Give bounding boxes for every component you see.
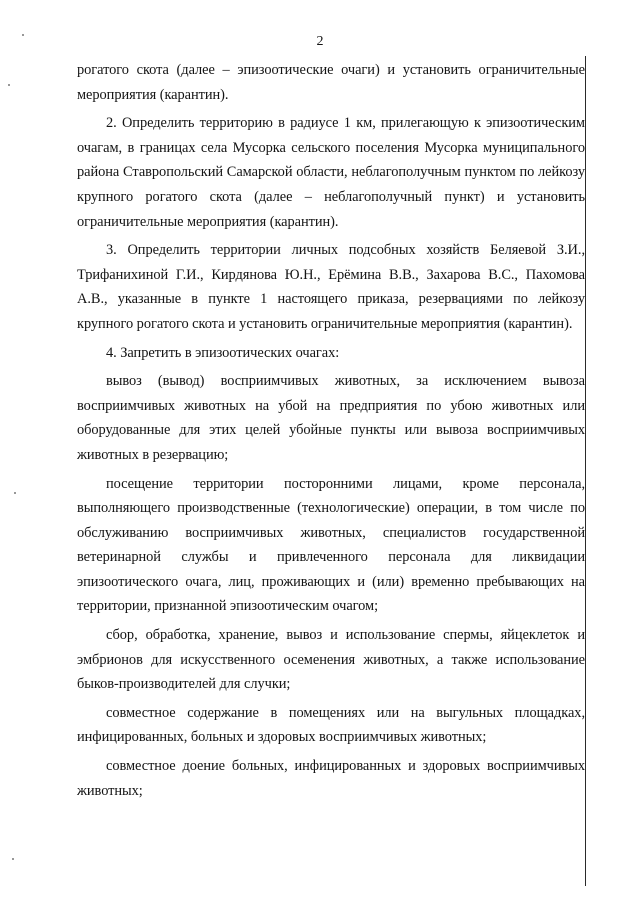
scan-speck: [14, 492, 16, 494]
list-item-joint-keeping-ban: совместное содержание в помещениях или на выгульных площадках, инфицированных, больных и здоровых восприимчивых животных;: [77, 704, 585, 746]
list-item-semen-ban: сбор, обработка, хранение, вывоз и использование спермы, яйцеклеток и эмбрионов для искусственного осеменения животных, а также использование быков-производителей для случки;: [77, 627, 585, 693]
list-item-export-ban: вывоз (вывод) восприимчивых животных, за исключением вывоза восприимчивых животных на убой на предприятия по убою животных или оборудованные для этих целей убойные пункты или вывоза восприимчивых животных в резервацию;: [77, 373, 585, 463]
page-number: 2: [316, 34, 324, 49]
paragraph-2: 2. Определить территорию в радиусе 1 км, прилегающую к эпизоотическим очагам, в границах села Мусорка сельского поселения Мусорка муниципального района Ставропольский Самарской области, неблагополучным пунктом по лейкозу крупного рогатого скота (далее – неблагополучный пункт) и установить ограничительные мероприятия (карантин).: [77, 115, 585, 230]
list-item-visit-ban: посещение территории посторонними лицами, кроме персонала, выполняющего производственные (технологические) операции, в том числе по обслуживанию восприимчивых животных, специалистов государственной ветеринарной службы и привлеченного персонала для ликвидации эпизоотического очага, лиц, проживающих и (или) временно пребывающих на территории, признанной эпизоотическим очагом;: [77, 475, 585, 615]
scan-speck: [8, 84, 10, 86]
list-item-joint-milking-ban: совместное доение больных, инфицированных и здоровых восприимчивых животных;: [77, 758, 585, 799]
paragraph-3: 3. Определить территории личных подсобных хозяйств Беляевой З.И., Трифанихиной Г.И., Кирдянова Ю.Н., Ерёмина В.В., Захарова В.С., Пахомова А.В., указанные в пункте 1 настоящего приказа, резервациями по лейкозу крупного рогатого скота и установить ограничительные мероприятия (карантин).: [77, 242, 585, 332]
scan-edge-line: [585, 56, 586, 886]
paragraph-1-continuation: рогатого скота (далее – эпизоотические очаги) и установить ограничительные мероприятия (карантин).: [77, 62, 585, 103]
paragraph-4-heading: 4. Запретить в эпизоотических очагах:: [106, 344, 340, 361]
scan-speck: [22, 34, 24, 36]
document-body: [77, 58, 585, 807]
scan-speck: [12, 858, 14, 860]
